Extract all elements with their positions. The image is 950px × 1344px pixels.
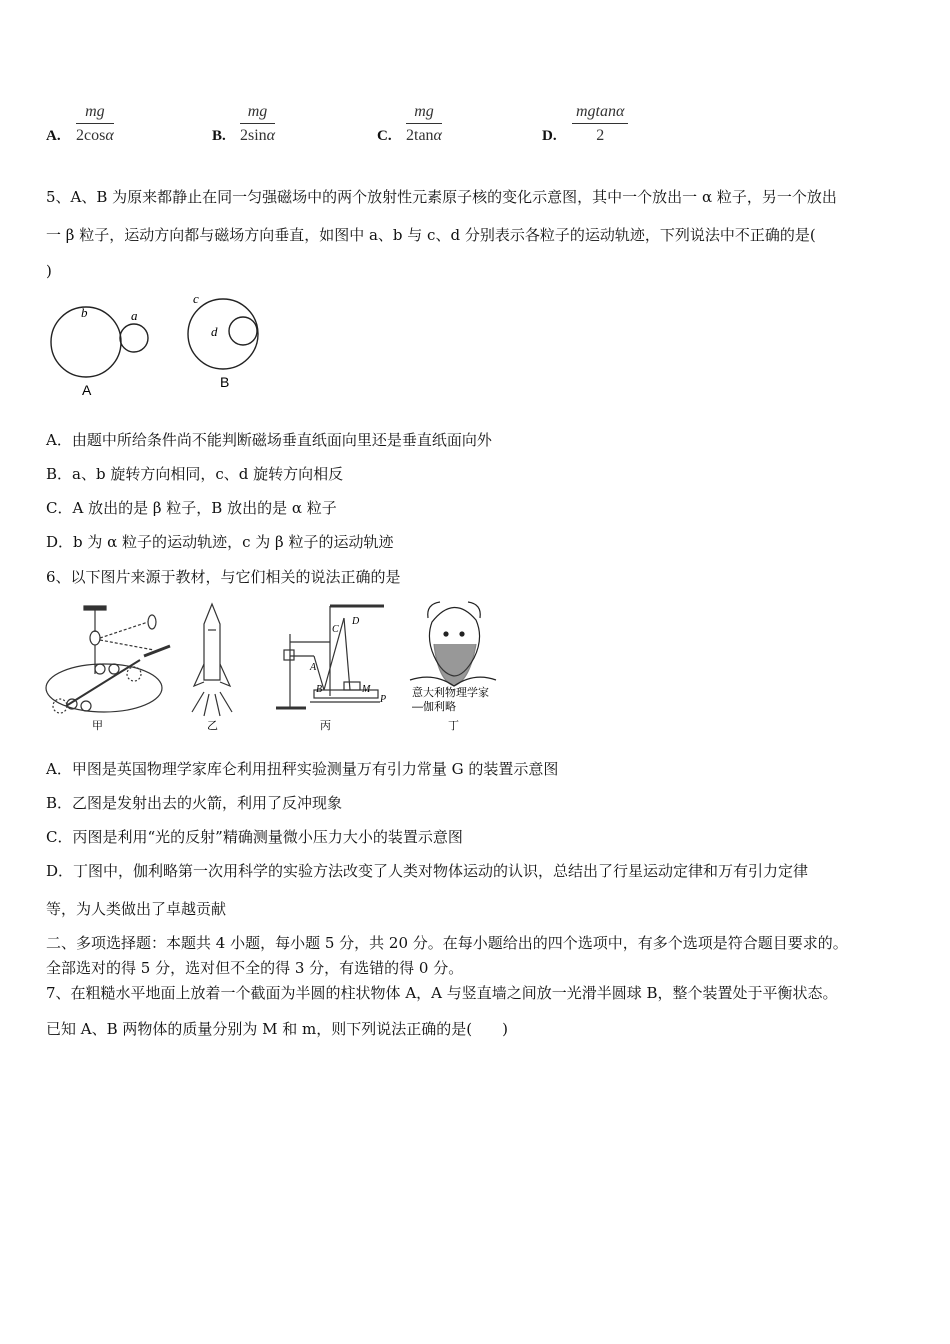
label-bing-C: C [332,624,339,635]
q4-option-a-fraction [76,103,114,145]
figure-yi-rocket [192,604,232,716]
label-c: c [193,291,199,306]
fraction-denominator: 2 [572,123,628,145]
q4-option-a-label: A. [46,128,61,144]
q4-option-b-label: B. [212,128,226,144]
q6-option-a: A．甲图是英国物理学家库仑利用扭秤实验测量万有引力常量 G 的装置示意图 [46,760,559,778]
q4-option-c-label: C. [377,128,392,144]
q6-stem: 6、以下图片来源于教材，与它们相关的说法正确的是 [46,568,401,586]
label-a: a [131,308,138,323]
caption-ding-text-2: —伽利略 [412,701,456,713]
alpha-symbol: α [105,127,114,144]
fraction-denominator [76,123,114,145]
denominator-text: 2cos [76,127,106,144]
q6-textbook-figures [44,594,500,736]
fraction-denominator [406,123,442,145]
q7-stem-line-1: 7、在粗糙水平地面上放着一个截面为半圆的柱状物体 A，A 与竖直墙之间放一光滑半圆球 B，整个装置处于平衡状态。 [46,984,838,1002]
q6-option-d-continued: 等，为人类做出了卓越贡献 [46,900,227,918]
caption-bing: 丙 [320,720,331,732]
label-d: d [211,324,218,339]
q5-stem-line-2: 一 β 粒子，运动方向都与磁场方向垂直，如图中 a、b 与 c、d 分别表示各粒子的运动轨迹，下列说法中不正确的是( [46,226,816,244]
section-2-heading-line-2: 全部选对的得 5 分，选对但不全的得 3 分，有选错的得 0 分。 [46,959,464,977]
q6-option-c: C．丙图是利用“光的反射”精确测量微小压力大小的装置示意图 [46,828,463,846]
q5-option-c: C．A 放出的是 β 粒子，B 放出的是 α 粒子 [46,499,337,517]
q6-option-d: D．丁图中，伽利略第一次用科学的实验方法改变了人类对物体运动的认识，总结出了行星运动定律和万有引力定律 [46,862,809,880]
fraction-numerator: mg [414,103,434,120]
label-bing-A: A [310,662,317,673]
label-B: B [220,374,230,390]
alpha-symbol: α [266,127,276,144]
q5-option-a: A．由题中所给条件尚不能判断磁场垂直纸面向里还是垂直纸面向外 [46,431,492,449]
denominator-text: 2tan [406,127,434,144]
label-bing-M: M [362,684,371,695]
caption-ding-text-1: 意大利物理学家 [412,687,489,699]
q4-option-b-fraction [240,103,275,145]
label-A: A [82,382,92,398]
fraction-numerator: mg [247,103,268,120]
denominator-text: 2sin [240,127,267,144]
label-bing-P: P [380,694,387,705]
caption-yi: 乙 [207,720,218,732]
label-b: b [81,305,88,320]
q4-option-d-label: D. [542,128,557,144]
fraction-numerator [572,103,628,123]
q7-stem-line-2: 已知 A、B 两物体的质量分别为 M 和 m，则下列说法正确的是( ) [46,1020,508,1038]
label-bing-B: B [316,684,323,695]
figure-ding-portrait [410,602,496,686]
numerator-text: mgtan [576,103,616,120]
section-2-heading-line-1: 二、多项选择题：本题共 4 小题，每小题 5 分，共 20 分。在每小题给出的四个选项中，有多个选项是符合题目要求的。 [46,934,848,952]
q5-stem-line-3: ) [46,262,52,280]
caption-ding: 丁 [448,720,459,732]
q5-orbit-figure [44,290,274,400]
q5-option-d: D．b 为 α 粒子的运动轨迹，c 为 β 粒子的运动轨迹 [46,533,394,551]
alpha-symbol: α [616,103,625,120]
q4-option-d-fraction [572,103,628,145]
q5-stem-line-1: 5、A、B 为原来都静止在同一匀强磁场中的两个放射性元素原子核的变化示意图，其中一个放出一 α 粒子，另一个放出 [46,188,837,206]
caption-jia: 甲 [92,720,103,732]
orbit-a-circle [120,324,148,352]
orbit-d-circle [229,317,257,345]
q4-option-c-fraction [406,103,442,145]
label-bing-D: D [352,616,360,627]
alpha-symbol: α [433,127,442,144]
q6-option-b: B．乙图是发射出去的火箭，利用了反冲现象 [46,794,343,812]
q5-option-b: B．a、b 旋转方向相同，c、d 旋转方向相反 [46,465,344,483]
fraction-denominator [240,123,275,145]
orbit-c-circle [188,299,258,369]
figure-jia-torsion-balance [46,606,170,713]
fraction-numerator: mg [85,103,105,120]
